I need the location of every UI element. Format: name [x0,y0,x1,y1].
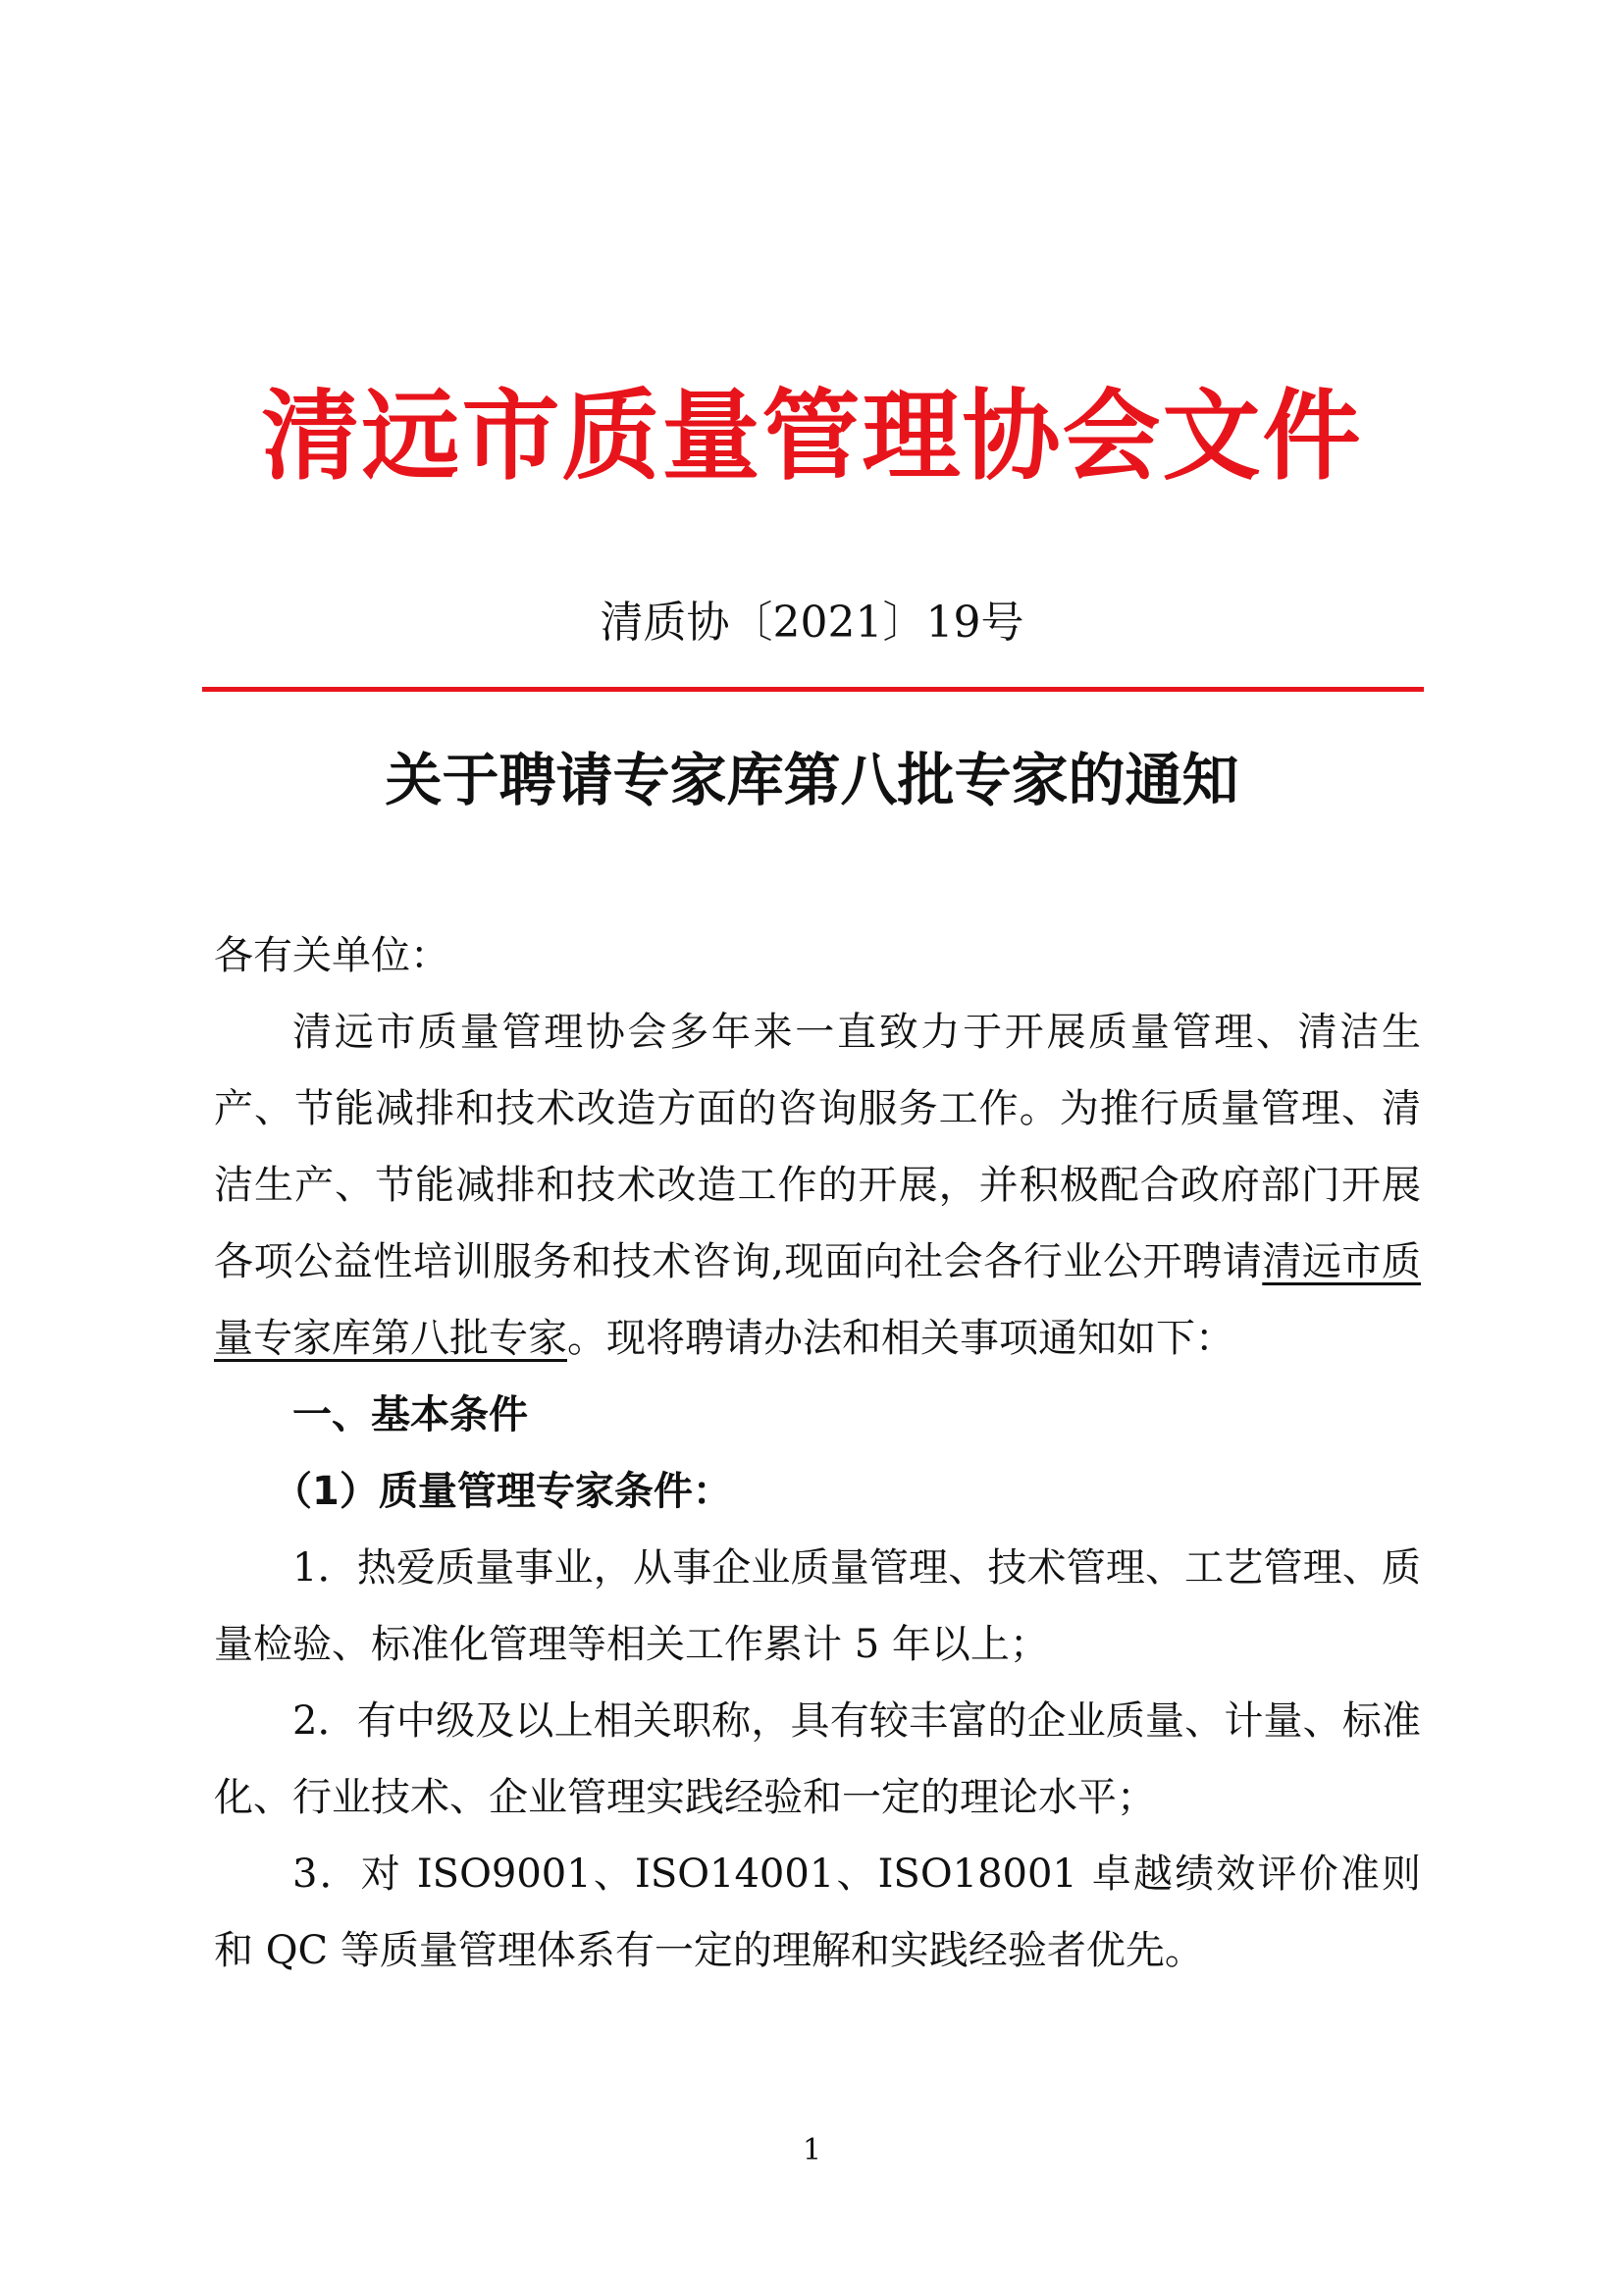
intro-text-part2: 。现将聘请办法和相关事项通知如下： [567,1316,1234,1361]
condition-item-3: 3．对 ISO9001、ISO14001、ISO18001 卓越绩效评价准则和 QC 等质量管理体系有一定的理解和实践经验者优先。 [214,1852,1421,1973]
document-number: 清质协〔2021〕19号 [600,598,1024,648]
section-subheading: （1）质量管理专家条件： [273,1469,732,1514]
salutation: 各有关单位： [214,933,449,978]
page-number: 1 [802,2133,822,2167]
intro-underlined-phrase: 清远市质量专家库第八批专家 [214,1239,1422,1361]
intro-text-part1: 清远市质量管理协会多年来一直致力于开展质量管理、清洁生产、节能减排和技术改造方面的咨询服务工作。为推行质量管理、清洁生产、节能减排和技术改造工作的开展，并积极配合政府部门开展各项公益性培训服务和技术咨询,现面向社会各行业公开聘请 [214,1010,1421,1284]
section-heading: 一、基本条件 [292,1392,528,1437]
intro-paragraph [214,994,1421,1377]
document-body [214,917,1421,1989]
org-header-title: 清远市质量管理协会文件 [261,379,1363,494]
notice-title: 关于聘请专家库第八批专家的通知 [385,747,1239,813]
condition-item-2: 2．有中级及以上相关职称，具有较丰富的企业质量、计量、标准化、行业技术、企业管理实践经验和一定的理论水平； [214,1698,1421,1820]
red-separator-line [202,687,1424,692]
condition-item-1: 1．热爱质量事业，从事企业质量管理、技术管理、工艺管理、质量检验、标准化管理等相关工作累计 5 年以上； [214,1545,1421,1667]
